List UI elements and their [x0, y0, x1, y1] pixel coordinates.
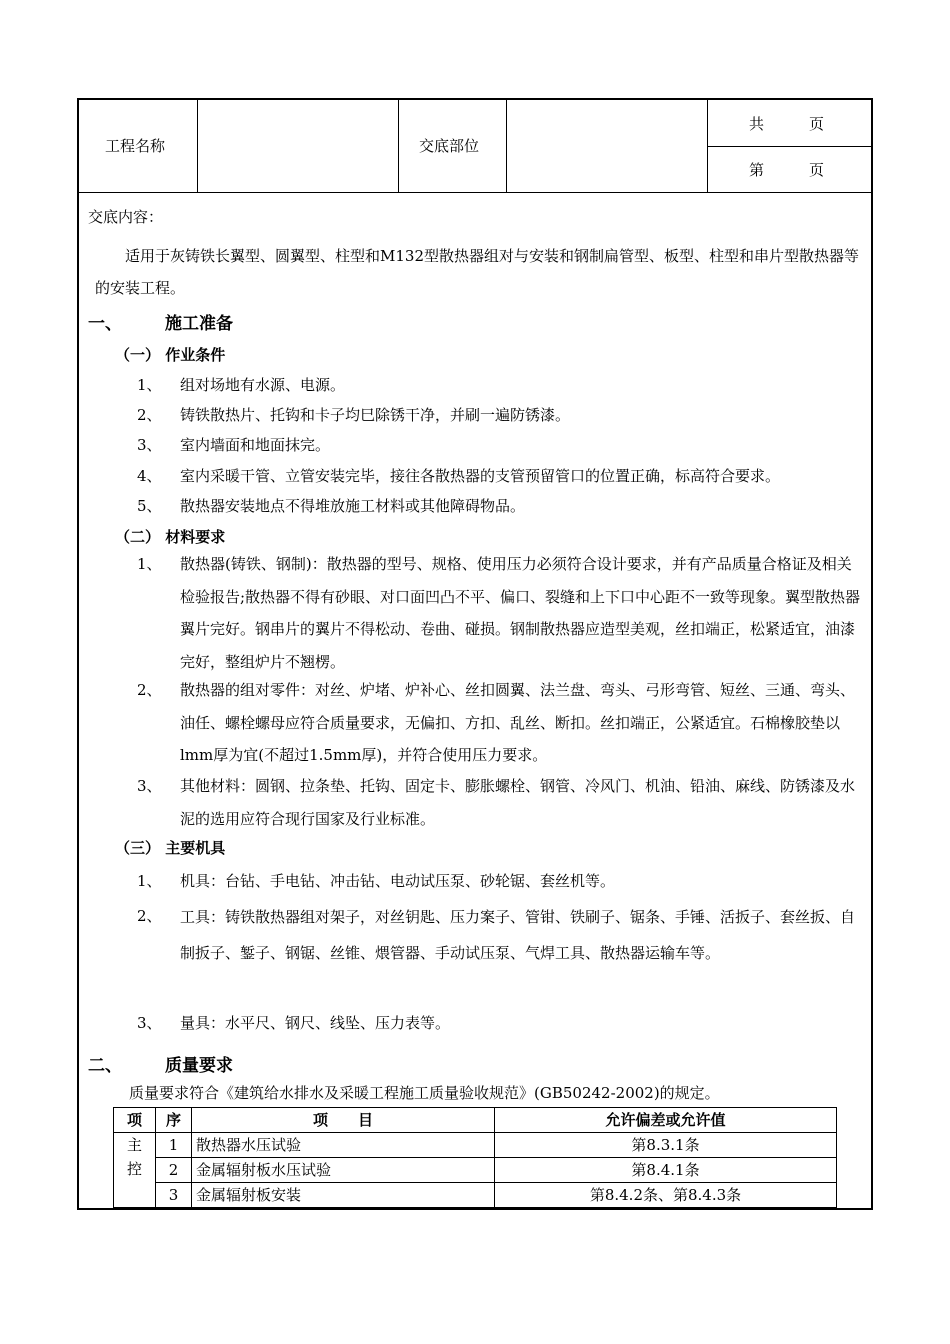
list-number: 3、	[137, 1014, 162, 1032]
list-item: 组对场地有水源、电源。	[180, 376, 346, 394]
list-number: 1、	[137, 872, 162, 890]
table-cell-item: 金属辐射板水压试验	[192, 1158, 495, 1183]
page-number: 第 页	[749, 161, 825, 179]
table-row	[114, 1183, 837, 1208]
list-item: 量具：水平尺、钢尺、线坠、压力表等。	[180, 1014, 451, 1032]
content-label: 交底内容：	[88, 208, 164, 226]
list-number: 3、	[137, 777, 162, 795]
table-header: 允许偏差或允许值	[495, 1108, 837, 1133]
list-item: 室内墙面和地面抹完。	[180, 436, 331, 454]
table-cell-value: 第8.4.1条	[495, 1158, 837, 1183]
section2-title: 质量要求	[165, 1056, 233, 1076]
header-bottom-line	[79, 192, 873, 193]
document-frame	[77, 98, 873, 1210]
list-item: 室内采暖干管、立管安装完毕，接往各散热器的支管预留管口的位置正确，标高符合要求。	[180, 467, 781, 485]
table-cell-item: 金属辐射板安装	[192, 1183, 495, 1208]
table-cell-seq: 2	[156, 1158, 192, 1183]
table-cell-item: 散热器水压试验	[192, 1133, 495, 1158]
table-cell-seq: 1	[156, 1133, 192, 1158]
header-divider	[197, 100, 198, 192]
table-cell-value: 第8.4.2条、第8.4.3条	[495, 1183, 837, 1208]
list-item: 工具：铸铁散热器组对架子，对丝钥匙、压力案子、管钳、铁刷子、锯条、手锤、活扳子、套丝扳、自制扳子、錾子、钢锯、丝锥、煨管器、手动试压泵、气焊工具、散热器运输车等。	[180, 908, 856, 962]
intro-paragraph: 适用于灰铸铁长翼型、圆翼型、柱型和M132型散热器组对与安装和钢制扁管型、板型、柱型和串片型散热器等的安装工程。	[95, 247, 859, 297]
list-number: 3、	[137, 436, 162, 454]
list-number: 5、	[137, 497, 162, 515]
list-number: 4、	[137, 467, 162, 485]
list-number: 2、	[137, 907, 162, 925]
sub2-title: （二） 材料要求	[115, 528, 226, 546]
table-group-label: 主 控	[114, 1133, 156, 1208]
list-item: 铸铁散热片、托钩和卡子均巳除锈干净，并刷一遍防锈漆。	[180, 406, 571, 424]
quality-table	[113, 1107, 837, 1208]
section2-number: 二、	[88, 1056, 122, 1076]
table-row	[114, 1158, 837, 1183]
list-number: 1、	[137, 555, 162, 573]
table-header-row	[114, 1108, 837, 1133]
list-item: 其他材料：圆钢、拉条垫、托钩、固定卡、膨胀螺栓、钢管、冷风门、机油、铅油、麻线、防锈漆及水泥的选用应符合现行国家及行业标准。	[180, 777, 856, 828]
location-label: 交底部位	[419, 137, 480, 155]
table-header: 项 目	[192, 1108, 495, 1133]
list-item: 散热器(铸铁、钢制)：散热器的型号、规格、使用压力必须符合设计要求，并有产品质量合格证及相关检验报告;散热器不得有砂眼、对口面凹凸不平、偏口、裂缝和上下口中心距不一致等现象。翼型散热器翼片完好。钢串片的翼片不得松动、卷曲、碰损。钢制散热器应造型美观，丝扣端正，松紧适宜，油漆完好，整组炉片不翘楞。	[180, 555, 861, 671]
sub3-title: （三） 主要机具	[115, 839, 226, 857]
list-item: 散热器安装地点不得堆放施工材料或其他障碍物品。	[180, 497, 526, 515]
section2-text: 质量要求符合《建筑给水排水及采暖工程施工质量验收规范》(GB50242-2002)的规定。	[129, 1084, 720, 1102]
section1-number: 一、	[88, 314, 122, 334]
list-number: 2、	[137, 406, 162, 424]
table-header: 项	[114, 1108, 156, 1133]
list-item: 散热器的组对零件：对丝、炉堵、炉补心、丝扣圆翼、法兰盘、弯头、弓形弯管、短丝、三通、弯头、油任、螺栓螺母应符合质量要求，无偏扣、方扣、乱丝、断扣。丝扣端正，公紧适宜。石棉橡胶垫以lmm厚为宜(不超过1.5mm厚)，并符合使用压力要求。	[180, 681, 856, 764]
sub1-title: （一） 作业条件	[115, 346, 226, 364]
total-pages: 共 页	[749, 115, 825, 133]
list-item: 机具：台钻、手电钻、冲击钻、电动试压泵、砂轮锯、套丝机等。	[180, 872, 616, 890]
section1-title: 施工准备	[165, 314, 233, 334]
header-divider	[506, 100, 507, 192]
table-cell-seq: 3	[156, 1183, 192, 1208]
table-header: 序	[156, 1108, 192, 1133]
list-number: 2、	[137, 681, 162, 699]
table-cell-value: 第8.3.1条	[495, 1133, 837, 1158]
list-number: 1、	[137, 376, 162, 394]
header-divider	[398, 100, 399, 192]
table-row	[114, 1133, 837, 1158]
header-divider	[707, 146, 873, 147]
project-name-label: 工程名称	[105, 137, 166, 155]
